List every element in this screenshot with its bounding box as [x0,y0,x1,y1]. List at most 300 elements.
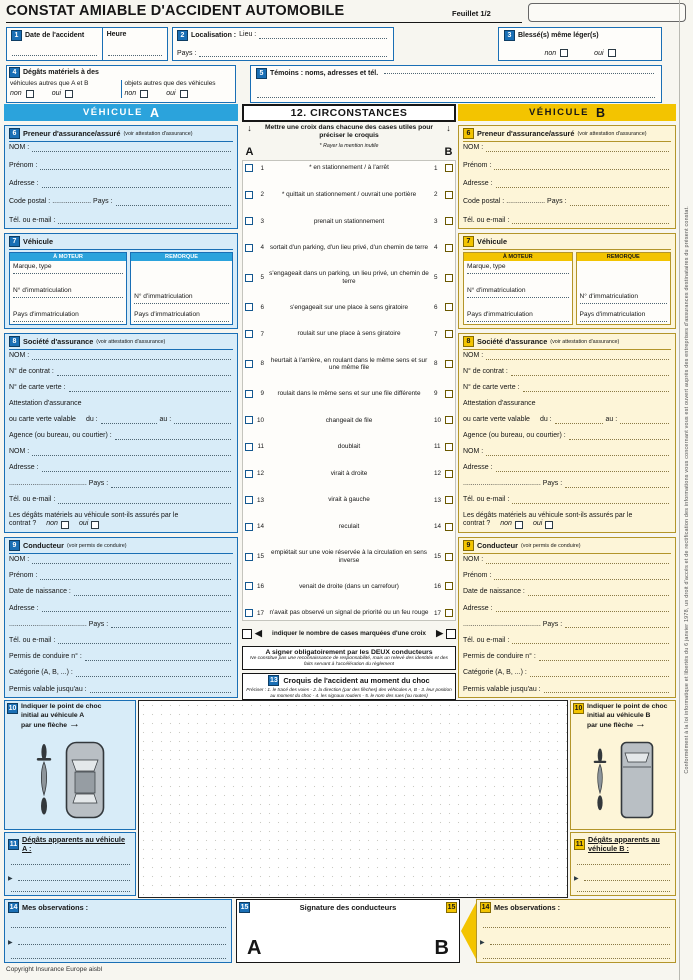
impact-text-1: Indiquer le point de choc [21,703,102,710]
form-field[interactable]: Permis de conduire n° : [463,653,671,662]
vehicle-b-letter: B [596,105,606,120]
signature-a-area[interactable] [267,918,337,960]
van-icon [620,741,654,819]
circumstance-item: 14 reculait 14 [245,523,453,531]
circumstance-item: 16 venait de droite (dans un carrefour) 16 [245,582,453,590]
box8-number: 8 [463,336,474,347]
car-icon [65,741,105,819]
damage-title: Dégâts apparents au véhicule A : [22,835,126,853]
valid-from-label: du : [539,416,552,424]
motor-fields [464,261,572,324]
circumstance-a-checkbox[interactable] [245,217,253,225]
form-field[interactable]: Tél. ou e-mail : [463,637,671,646]
damage-line[interactable] [574,864,672,866]
vehicle-b-silhouettes[interactable] [574,731,672,827]
non-label: non [46,520,58,528]
page-title: CONSTAT AMIABLE D'ACCIDENT AUTOMOBILE [6,3,345,19]
circumstance-b-checkbox[interactable] [445,360,453,368]
injured-box [498,27,662,61]
observations-title: Mes observations : [494,903,561,912]
copyright-text: Copyright Insurance Europe aisbl [6,966,103,973]
observations-line[interactable] [8,927,228,929]
box4-number: 4 [9,67,20,78]
vehicle-b-header-label: VÉHICULE [528,107,589,118]
vehicle-title: Véhicule [477,237,508,246]
circumstance-b-checkbox[interactable] [445,390,453,398]
vehicle-b-header [458,104,676,121]
vehicle-a-observations-box [4,899,232,963]
damage-line[interactable] [574,876,672,882]
form-field[interactable]: NOM : [9,448,233,457]
arrow-down-b-icon: ↓ [446,123,451,133]
circumstance-b-checkbox[interactable] [445,274,453,282]
sign-notice-title: A signer obligatoirement par les DEUX conducteurs [265,649,433,657]
circumstance-a-checkbox[interactable] [245,360,253,368]
circumstance-item: 7 roulait sur une place à sens giratoire 7 [245,330,453,338]
form-field[interactable]: N° d'immatriculation [467,287,569,298]
box5-number: 5 [256,68,267,79]
form-field[interactable]: Adresse : [9,180,233,189]
injured-oui-label: oui [594,49,604,57]
form-field[interactable]: Adresse : [463,605,671,614]
impact-text-2: initial au véhicule A [21,711,85,719]
form-field[interactable]: Tél. ou e-mail : [9,217,233,226]
vehicle-b-observations-box [476,899,676,963]
form-field[interactable]: NOM : [9,144,233,153]
observations-line[interactable] [480,927,672,929]
circumstance-item: 9 roulait dans le même sens et sur une file différente 9 [245,390,453,398]
vehicle-a-letter: A [150,105,160,120]
pays-label: Pays : [177,49,197,57]
form-field[interactable]: Code postal : .................... Pays : [463,198,671,207]
attestation-line-2[interactable] [463,416,671,425]
lieu-label: Lieu : [239,31,257,39]
form-field[interactable]: Catégorie (A, B, ...) : [463,669,671,678]
box11-number: 11 [575,840,584,848]
vehicle-a-impact-box [4,700,136,830]
witnesses-box [250,65,662,103]
vehicle-title: Véhicule [23,237,54,246]
form-field[interactable]: Prénom : [463,162,671,171]
sign-notice-note: Ne constitue pas une reconnaissance de responsabilité, mais un relevé des identités et des faits servant à l'accélération du règlement [250,656,448,667]
circumstance-b-checkbox[interactable] [445,164,453,172]
circumstance-item: 13 virait à gauche 13 [245,496,453,504]
circumstance-b-checkbox[interactable] [445,470,453,478]
damage-other-vehicles-option [7,80,121,98]
damage-objects-oui-checkbox[interactable] [180,90,188,98]
circumstance-a-checkbox[interactable] [245,553,253,561]
motor-fields [10,261,126,324]
line-arrow-icon: ▶ [8,875,13,882]
material-damage-title: Dégâts matériels à des [23,69,99,76]
circumstance-b-checkbox[interactable] [445,303,453,311]
insurer-title: Société d'assurance [23,337,94,346]
time-label: Heure [106,31,127,38]
circumstance-item: 5 s'engageait dans un parking, un lieu privé, un chemin de terre 5 [245,270,453,285]
damage-vehicles-oui-checkbox[interactable] [65,90,73,98]
form-field[interactable]: Code postal : .................... Pays : [9,198,233,207]
date-input-line[interactable] [12,55,97,56]
injured-label: Blessé(s) même léger(s) [518,32,599,39]
lieu-field[interactable] [239,31,389,40]
circumstance-a-checkbox[interactable] [245,303,253,311]
sketch-note: Préciser : 1. le tracé des voies - 2. la direction (par des flèches) des véhicules A, B - 3. leur position au moment du choc - 4. les signaux routiers - 5. le nom des rues (ou routes) [246,687,452,698]
insurer-title: Société d'assurance [477,337,548,346]
non-label: non [10,90,22,97]
impact-arrow-icon: → [68,718,80,731]
circumstance-b-checkbox[interactable] [445,330,453,338]
count-label: indiquer le nombre de cases marquées d'une croix [272,630,426,638]
form-field[interactable]: Marque, type [13,263,123,274]
intro-note: * Rayer la mention inutile [319,143,379,149]
circumstance-a-checkbox[interactable] [245,274,253,282]
form-field[interactable]: N° de contrat : [463,368,671,377]
valid-to-label: au : [159,416,172,424]
arrow-left-icon: ◀ [255,628,262,639]
damage-objects-non-checkbox[interactable] [140,90,148,98]
box13-number: 13 [269,677,278,685]
attestation-line-1 [9,400,233,409]
line-arrow-icon: ▶ [8,940,13,947]
form-field[interactable]: Adresse : [463,180,671,189]
form-field[interactable]: Tél. ou e-mail : [463,496,671,505]
form-field[interactable]: ........................................ Pays : [9,621,233,630]
insured-title: Preneur d'assurance/assuré [477,129,575,138]
circumstance-a-checkbox[interactable] [245,244,253,252]
circumstance-a-checkbox[interactable] [245,609,253,617]
circumstance-a-checkbox[interactable] [245,470,253,478]
driver-subtitle: (voir permis de conduire) [520,542,581,549]
circumstance-item: 8 heurtait à l'arrière, en roulant dans le même sens et sur une même file 8 [245,357,453,372]
time-cell [102,28,167,60]
insured-fields [463,144,671,225]
observations-line[interactable] [8,940,228,946]
circumstance-a-checkbox[interactable] [245,496,253,504]
form-field[interactable]: Date de naissance : [463,588,671,597]
vehicle-b-damage-box [570,832,676,896]
circumstance-item: 12 virait à droite 12 [245,470,453,478]
form-field[interactable]: Prénom : [463,572,671,581]
form-field[interactable]: Agence (ou bureau, ou courtier) : [9,432,233,441]
circumstance-a-checkbox[interactable] [245,523,253,531]
damage-line[interactable] [574,891,672,893]
count-b-box[interactable] [446,629,456,639]
legal-side-note [679,0,693,980]
damage-other-objects-option [121,80,236,98]
trailer-section [130,252,233,325]
form-field[interactable]: N° d'immatriculation [13,287,123,298]
vehicle-a-silhouettes[interactable] [8,731,132,827]
circumstance-item: 3 prenait un stationnement 3 [245,217,453,225]
insured-title: Preneur d'assurance/assuré [23,129,121,138]
insured-fields [9,144,233,225]
form-field[interactable]: N° de carte verte : [9,384,233,393]
form-field[interactable]: Pays d'immatriculation [134,311,229,322]
form-field[interactable]: NOM : [463,448,671,457]
valid-from-label: du : [85,416,98,424]
count-a-box[interactable] [242,629,252,639]
trailer-header: REMORQUE [577,253,670,261]
circumstances-column [242,104,456,700]
impact-arrow-icon: → [634,718,646,731]
circumstance-b-checkbox[interactable] [445,553,453,561]
box14-number: 14 [9,904,18,911]
circumstance-item: 4 sortait d'un parking, d'un lieu privé, d'un chemin de terre 4 [245,244,453,252]
circumstance-b-checkbox[interactable] [445,582,453,590]
circumstance-a-checkbox[interactable] [245,582,253,590]
box6-number: 6 [463,128,474,139]
attestation-label: Attestation d'assurance [463,400,536,408]
trailer-header: REMORQUE [131,253,232,261]
motor-section [9,252,127,325]
form-field[interactable]: NOM : [9,352,233,361]
circumstance-a-checkbox[interactable] [245,390,253,398]
signatures-title: Signature des conducteurs [299,903,397,912]
line-arrow-icon: ▶ [574,875,579,882]
form-field[interactable]: NOM : [463,352,671,361]
signature-b-label: B [434,937,449,959]
vehicle-b-impact-box [570,700,676,830]
damage-title: Dégâts apparents au véhicule B : [588,835,660,853]
form-field[interactable]: Pays d'immatriculation [467,311,569,322]
date-label: Date de l'accident [25,32,85,39]
circumstance-b-checkbox[interactable] [445,217,453,225]
box9-number: 9 [9,540,20,551]
vehicle-a-header [4,104,238,121]
circumstance-item: 10 changeait de file 10 [245,416,453,424]
box6-number: 6 [9,128,20,139]
column-a-label: A [245,146,254,158]
injured-non-checkbox[interactable] [560,49,568,57]
damage-vehicles-non-checkbox[interactable] [26,90,34,98]
circumstance-item: 17 n'avait pas observé un signal de priorité ou un feu rouge 17 [245,609,453,617]
injured-oui-checkbox[interactable] [608,49,616,57]
driver-title: Conducteur [23,541,64,550]
sign-notice [242,646,456,670]
non-label: non [500,520,512,528]
form-field[interactable]: ........................................ Pays : [463,621,671,630]
vehicle-b-column [458,104,676,698]
circumstance-item: 11 doublait 11 [245,443,453,451]
arrow-right-icon: ▶ [436,628,443,639]
form-field[interactable]: ........................................ Pays : [463,480,671,489]
oui-label: oui [532,520,543,528]
localisation-box [172,27,394,61]
driver-title: Conducteur [477,541,518,550]
driver-subtitle: (voir permis de conduire) [66,542,127,549]
circumstance-item: 15 empiétait sur une voie réservée à la circulation en sens inverse 15 [245,549,453,564]
circumstance-b-checkbox[interactable] [445,496,453,504]
attestation-line-1 [463,400,671,409]
circumstance-item: 2 * quittait un stationnement / ouvrait une portière 2 [245,191,453,199]
oui-label: oui [166,90,176,97]
trailer-fields [131,261,232,324]
form-field[interactable]: N° d'immatriculation [134,293,229,304]
cross-count-row [242,624,456,643]
box15-number-left: 15 [240,904,249,911]
injured-non-label: non [544,49,557,57]
circumstance-a-checkbox[interactable] [245,164,253,172]
form-field[interactable]: NOM : [9,556,233,565]
signatures-box [236,899,460,963]
question-line-1: Les dégâts matériels au véhicule sont-ils assurés par le [463,512,633,520]
insurer-subtitle: (voir attestation d'assurance) [550,338,620,345]
vehicle-b-vehicle-box [458,233,676,329]
box2-number: 2 [177,30,188,41]
arrow-down-a-icon: ↓ [247,123,252,133]
box8-number: 8 [9,336,20,347]
box15-number-right: 15 [447,904,456,911]
non-label: non [124,90,137,97]
motor-section [463,252,573,325]
box14-number: 14 [481,904,490,911]
sketch-header-box [242,673,456,700]
circumstance-b-checkbox[interactable] [445,523,453,531]
sheet-label: Feuillet 1/2 [452,9,491,18]
contract-oui-checkbox[interactable] [91,521,99,529]
circumstance-b-checkbox[interactable] [445,416,453,424]
form-field[interactable]: N° d'immatriculation [580,293,667,304]
signature-a-label: A [247,937,262,959]
form-field[interactable]: Catégorie (A, B, ...) : [9,669,233,678]
form-field[interactable]: Permis de conduire n° : [9,653,233,662]
driver-fields [9,556,233,694]
form-field[interactable]: Prénom : [9,162,233,171]
damage-line[interactable] [8,864,132,866]
form-field[interactable]: ........................................ Pays : [9,480,233,489]
localisation-label: Localisation : [191,32,237,39]
observations-line[interactable] [480,958,672,960]
impact-text-3: par une flèche [587,722,634,730]
attestation-label: Attestation d'assurance [9,400,82,408]
form-field[interactable]: NOM : [463,144,671,153]
column-b-label: B [444,146,453,158]
line-arrow-icon: ▶ [480,940,485,947]
insured-damage-question [9,512,233,529]
damage-other-objects-label: objets autres que des véhicules [124,80,216,87]
box1-number: 1 [11,30,22,41]
vehicle-a-insurer-box [4,333,238,533]
driver-fields [463,556,671,694]
validity-label: ou carte verte valable [9,416,76,424]
question-line-2: contrat ? [463,520,491,528]
date-cell [7,28,102,60]
vehicle-a-vehicle-box [4,233,238,329]
attestation-line-2[interactable] [9,416,233,425]
form-field[interactable]: Tél. ou e-mail : [9,496,233,505]
vehicle-a-header-label: VÉHICULE [82,107,143,118]
observations-line[interactable] [8,958,228,960]
form-field[interactable]: Pays d'immatriculation [580,311,667,322]
form-field[interactable]: Date de naissance : [9,588,233,597]
form-field[interactable]: Tél. ou e-mail : [463,217,671,226]
witnesses-line-1[interactable] [384,73,654,74]
question-line-2: contrat ? [9,520,37,528]
form-field[interactable]: Adresse : [463,464,671,473]
form-field[interactable]: NOM : [463,556,671,565]
vehicle-b-insurer-box [458,333,676,533]
observations-title: Mes observations : [22,903,89,912]
oui-label: oui [51,90,62,97]
witnesses-line-2[interactable] [257,97,655,98]
damage-other-vehicles-label: véhicules autres que A et B [10,80,89,87]
insured-damage-question [463,512,671,529]
insured-subtitle: (voir attestation d'assurance) [123,130,193,137]
motorcycle-icon [593,744,607,816]
vehicle-b-insured-box [458,125,676,229]
form-field[interactable]: Pays d'immatriculation [13,311,123,322]
circumstance-item: 6 s'engageait sur une place à sens giratoire 6 [245,303,453,311]
contract-non-checkbox[interactable] [61,521,69,529]
validity-label: ou carte verte valable [463,416,530,424]
contract-non-checkbox[interactable] [515,521,523,529]
impact-text-2: initial au véhicule B [587,711,651,719]
box10-number: 10 [574,705,583,712]
form-field[interactable]: Adresse : [9,464,233,473]
circumstance-b-checkbox[interactable] [445,244,453,252]
insured-subtitle: (voir attestation d'assurance) [577,130,647,137]
vehicle-b-pointer-icon [461,903,476,959]
box7-number: 7 [9,236,20,247]
motor-header: À MOTEUR [464,253,572,261]
form-field[interactable]: Permis valable jusqu'au : [9,686,233,695]
box9-number: 9 [463,540,474,551]
trailer-fields [577,261,670,324]
sketch-title: Croquis de l'accident au moment du choc [283,676,430,686]
pays-field[interactable] [177,50,389,59]
contract-oui-checkbox[interactable] [545,521,553,529]
form-field[interactable]: Marque, type [467,263,569,274]
circumstance-item: 1 * en stationnement / à l'arrêt 1 [245,164,453,172]
time-input-line[interactable] [108,55,162,56]
damage-line[interactable] [8,891,132,893]
form-field[interactable]: Adresse : [9,605,233,614]
observations-line[interactable] [480,940,672,946]
signature-b-area[interactable] [359,918,429,960]
box3-number: 3 [504,30,515,41]
circumstance-b-checkbox[interactable] [445,609,453,617]
damage-line[interactable] [8,876,132,882]
impact-text-3: par une flèche [21,722,68,730]
circumstance-a-checkbox[interactable] [245,443,253,451]
circumstance-b-checkbox[interactable] [445,191,453,199]
circumstance-a-checkbox[interactable] [245,191,253,199]
header-blank-box[interactable] [528,3,686,22]
intro-text: Mettre une croix dans chacune des cases utiles pour préciser le croquis [265,124,433,139]
form-field[interactable]: N° de carte verte : [463,384,671,393]
vehicle-a-damage-box [4,832,136,896]
form-field[interactable]: Agence (ou bureau, ou courtier) : [463,432,671,441]
circumstances-intro [242,124,456,158]
circumstance-a-checkbox[interactable] [245,330,253,338]
form-field[interactable]: N° de contrat : [9,368,233,377]
box10-number: 10 [8,705,17,712]
vehicle-a-insured-box [4,125,238,229]
circumstances-title: 12. CIRCONSTANCES [242,104,456,122]
trailer-section [576,252,671,325]
legal-side-note-text: Conformément à la loi informatique et libertés du 6 janvier 1978, un droit d'accès et de rectification des informations vous concernant vous est ouvert auprès des entreprises d'assurances destinataires du présent constat. [683,206,690,774]
valid-to-label: au : [605,416,618,424]
form-field[interactable]: Permis valable jusqu'au : [463,686,671,695]
vehicle-b-driver-box [458,537,676,698]
date-box [6,27,168,61]
sketch-area[interactable] [138,700,568,898]
vehicle-a-driver-box [4,537,238,698]
form-field[interactable]: Tél. ou e-mail : [9,637,233,646]
circumstance-b-checkbox[interactable] [445,443,453,451]
form-field[interactable]: Prénom : [9,572,233,581]
circumstance-a-checkbox[interactable] [245,416,253,424]
